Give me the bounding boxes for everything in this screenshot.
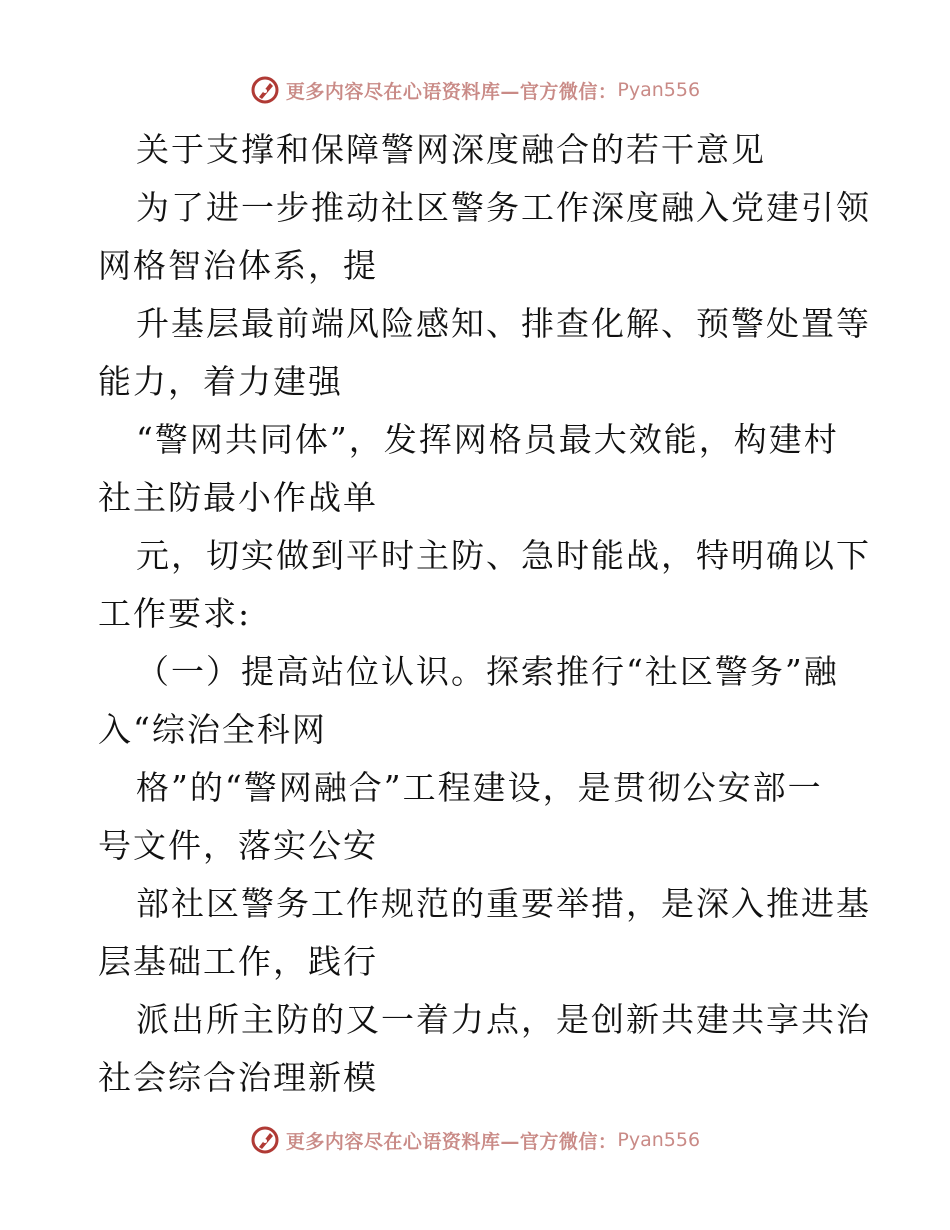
text-line: 元，切实做到平时主防、急时能战，特明确以下: [136, 536, 871, 575]
text-line: “警网共同体”，发挥网格员最大效能，构建村: [136, 420, 839, 459]
text-line: 社主防最小作战单: [98, 478, 378, 517]
text-line: 网格智治体系，提: [98, 246, 378, 285]
document-title: 关于支撑和保障警网深度融合的若干意见: [136, 130, 766, 169]
text-line: 格”的“警网融合”工程建设，是贯彻公安部一: [136, 768, 823, 807]
banner-text: 更多内容尽在心语资料库—官方微信：: [285, 1130, 618, 1153]
banner-text: 更多内容尽在心语资料库—官方微信：: [285, 80, 618, 103]
footer-banner: [0, 1120, 950, 1160]
header-banner: [0, 70, 950, 110]
text-line: 升基层最前端风险感知、排查化解、预警处置等: [136, 304, 871, 343]
text-line: 派出所主防的又一着力点，是创新共建共享共治: [136, 1000, 871, 1039]
text-line: 社会综合治理新模: [98, 1058, 378, 1097]
text-line: 号文件，落实公安: [98, 826, 378, 865]
pen-nib-logo-icon: [250, 75, 280, 105]
text-line: 入“综治全科网: [98, 710, 327, 749]
document-body: [98, 121, 871, 1107]
text-line: 部社区警务工作规范的重要举措，是深入推进基: [136, 884, 871, 923]
text-line: 工作要求:: [98, 594, 252, 633]
text-line: 能力，着力建强: [98, 362, 343, 401]
text-line: （一）提高站位认识。探索推行“社区警务”融: [136, 652, 839, 691]
text-line: 为了进一步推动社区警务工作深度融入党建引领: [136, 188, 871, 227]
wechat-handle: Pyan556: [617, 1129, 701, 1151]
pen-nib-logo-icon: [250, 1125, 280, 1155]
wechat-handle: Pyan556: [617, 79, 701, 101]
text-line: 层基础工作，践行: [98, 942, 378, 981]
